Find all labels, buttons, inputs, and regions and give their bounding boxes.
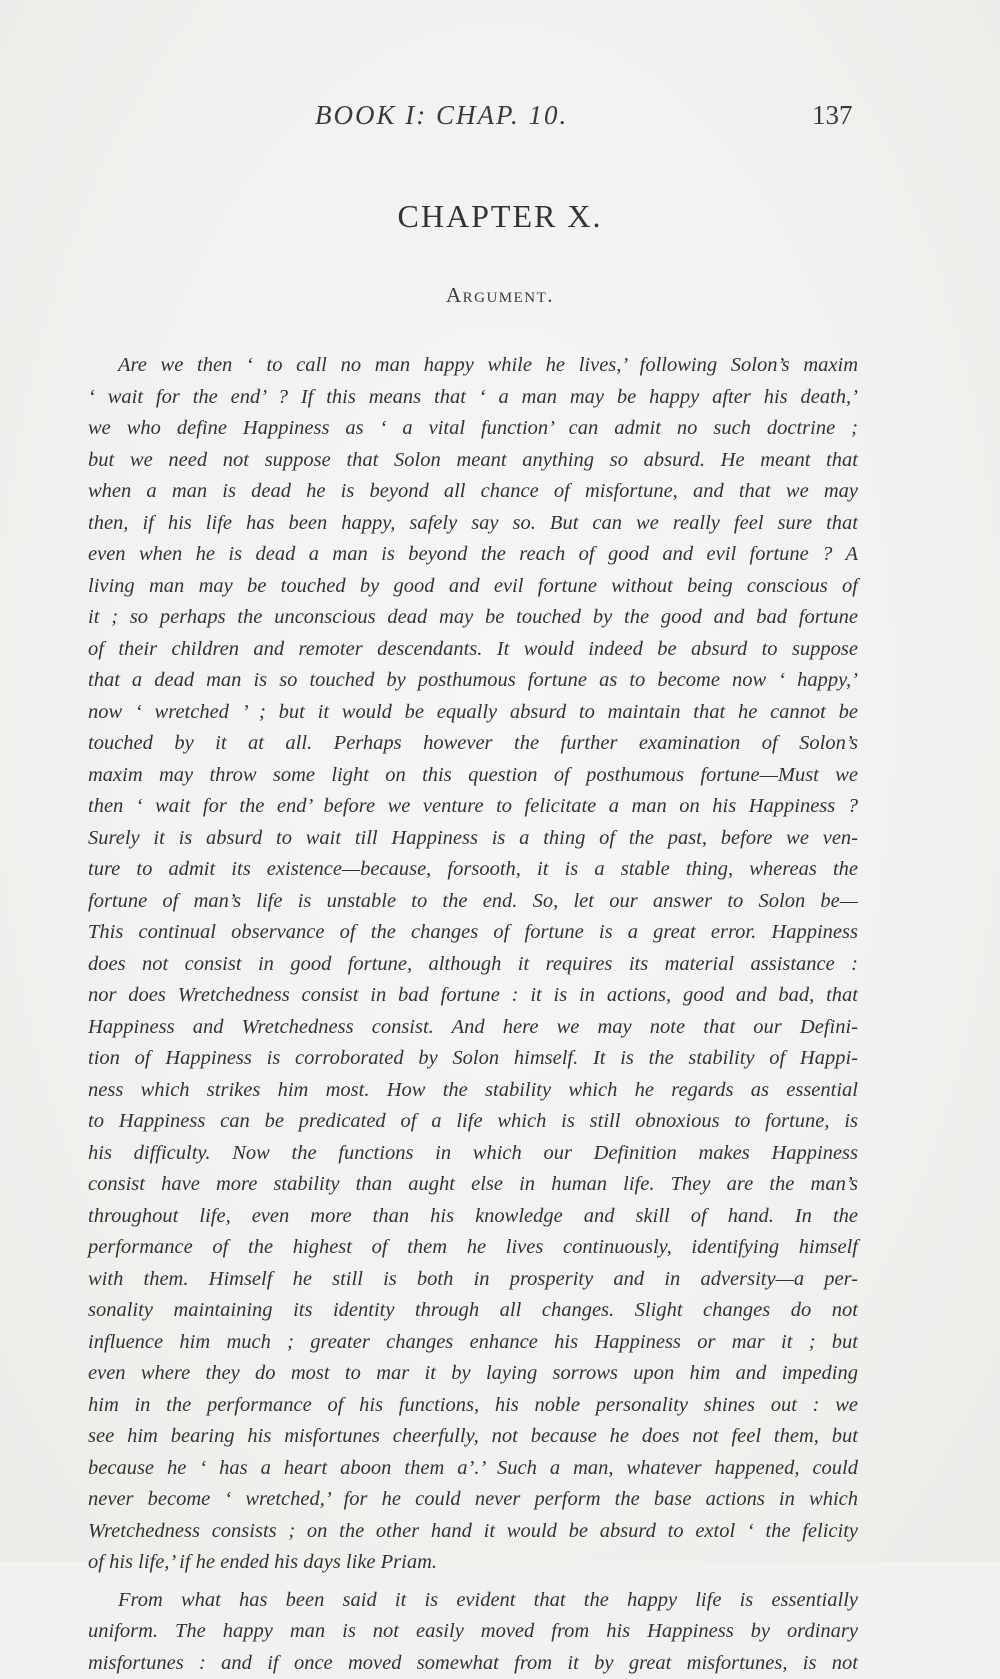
text-line: that a dead man is so touched by posthumous fortune as to become now ‘ happy,’ xyxy=(88,665,858,697)
text-line: Are we then ‘ to call no man happy while he lives,’ following Solon’s maxim xyxy=(88,350,858,382)
text-line: tion of Happiness is corroborated by Solon himself. It is the stability of Happi- xyxy=(88,1043,858,1075)
text-line: fortune of man’s life is unstable to the end. So, let our answer to Solon be— xyxy=(88,886,858,918)
text-line: him in the performance of his functions, his noble personality shines out : we xyxy=(88,1390,858,1422)
text-line: never become ‘ wretched,’ for he could never perform the base actions in which xyxy=(88,1484,858,1516)
running-head xyxy=(0,100,1000,140)
text-line: maxim may throw some light on this question of posthumous fortune—Must we xyxy=(88,760,858,792)
text-line: of his life,’ if he ended his days like Priam. xyxy=(88,1547,858,1579)
text-line: uniform. The happy man is not easily moved from his Happiness by ordinary xyxy=(88,1616,858,1648)
text-line: even where they do most to mar it by laying sorrows upon him and impeding xyxy=(88,1358,858,1390)
text-line: but we need not suppose that Solon meant anything so absurd. He meant that xyxy=(88,445,858,477)
text-line: then ‘ wait for the end’ before we venture to felicitate a man on his Happiness ? xyxy=(88,791,858,823)
text-line: ‘ wait for the end’ ? If this means that ‘ a man may be happy after his death,’ xyxy=(88,382,858,414)
paragraph xyxy=(88,1585,858,1679)
text-line: performance of the highest of them he lives continuously, identifying himself xyxy=(88,1232,858,1264)
text-line: throughout life, even more than his knowledge and skill of hand. In the xyxy=(88,1201,858,1233)
text-line: of their children and remoter descendants. It would indeed be absurd to suppose xyxy=(88,634,858,666)
text-line: Wretchedness consists ; on the other hand it would be absurd to extol ‘ the felicity xyxy=(88,1516,858,1548)
text-line: This continual observance of the changes of fortune is a great error. Happiness xyxy=(88,917,858,949)
text-line: when a man is dead he is beyond all chance of misfortune, and that we may xyxy=(88,476,858,508)
text-line: to Happiness can be predicated of a life which is still obnoxious to fortune, is xyxy=(88,1106,858,1138)
text-line: does not consist in good fortune, although it requires its material assistance : xyxy=(88,949,858,981)
text-line: then, if his life has been happy, safely say so. But can we really feel sure that xyxy=(88,508,858,540)
text-line: see him bearing his misfortunes cheerfully, not because he does not feel them, but xyxy=(88,1421,858,1453)
text-line: ness which strikes him most. How the stability which he regards as essential xyxy=(88,1075,858,1107)
text-line: touched by it at all. Perhaps however the further examination of Solon’s xyxy=(88,728,858,760)
text-line: influence him much ; greater changes enhance his Happiness or mar it ; but xyxy=(88,1327,858,1359)
text-line: nor does Wretchedness consist in bad fortune : it is in actions, good and bad, that xyxy=(88,980,858,1012)
text-line: because he ‘ has a heart aboon them a’.’ Such a man, whatever happened, could xyxy=(88,1453,858,1485)
text-line: with them. Himself he still is both in prosperity and in adversity—a per- xyxy=(88,1264,858,1296)
text-line: Surely it is absurd to wait till Happiness is a thing of the past, before we ven- xyxy=(88,823,858,855)
body-text xyxy=(88,350,858,1679)
text-line: ture to admit its existence—because, forsooth, it is a stable thing, whereas the xyxy=(88,854,858,886)
text-line: consist have more stability than aught else in human life. They are the man’s xyxy=(88,1169,858,1201)
text-line: now ‘ wretched ’ ; but it would be equally absurd to maintain that he cannot be xyxy=(88,697,858,729)
page-number: 137 xyxy=(812,100,853,131)
paragraph xyxy=(88,350,858,1579)
argument-heading: Argument. xyxy=(0,283,1000,308)
text-line: even when he is dead a man is beyond the reach of good and evil fortune ? A xyxy=(88,539,858,571)
running-title: BOOK I: CHAP. 10. xyxy=(315,100,568,131)
text-line: living man may be touched by good and evil fortune without being conscious of xyxy=(88,571,858,603)
text-line: his difficulty. Now the functions in which our Definition makes Happiness xyxy=(88,1138,858,1170)
text-line: we who define Happiness as ‘ a vital function’ can admit no such doctrine ; xyxy=(88,413,858,445)
text-line: Happiness and Wretchedness consist. And here we may note that our Defini- xyxy=(88,1012,858,1044)
text-line: sonality maintaining its identity through all changes. Slight changes do not xyxy=(88,1295,858,1327)
text-line: it ; so perhaps the unconscious dead may be touched by the good and bad fortune xyxy=(88,602,858,634)
text-line: From what has been said it is evident that the happy life is essentially xyxy=(88,1585,858,1617)
text-line: misfortunes : and if once moved somewhat from it by great misfortunes, is not xyxy=(88,1648,858,1679)
chapter-title: CHAPTER X. xyxy=(0,198,1000,235)
